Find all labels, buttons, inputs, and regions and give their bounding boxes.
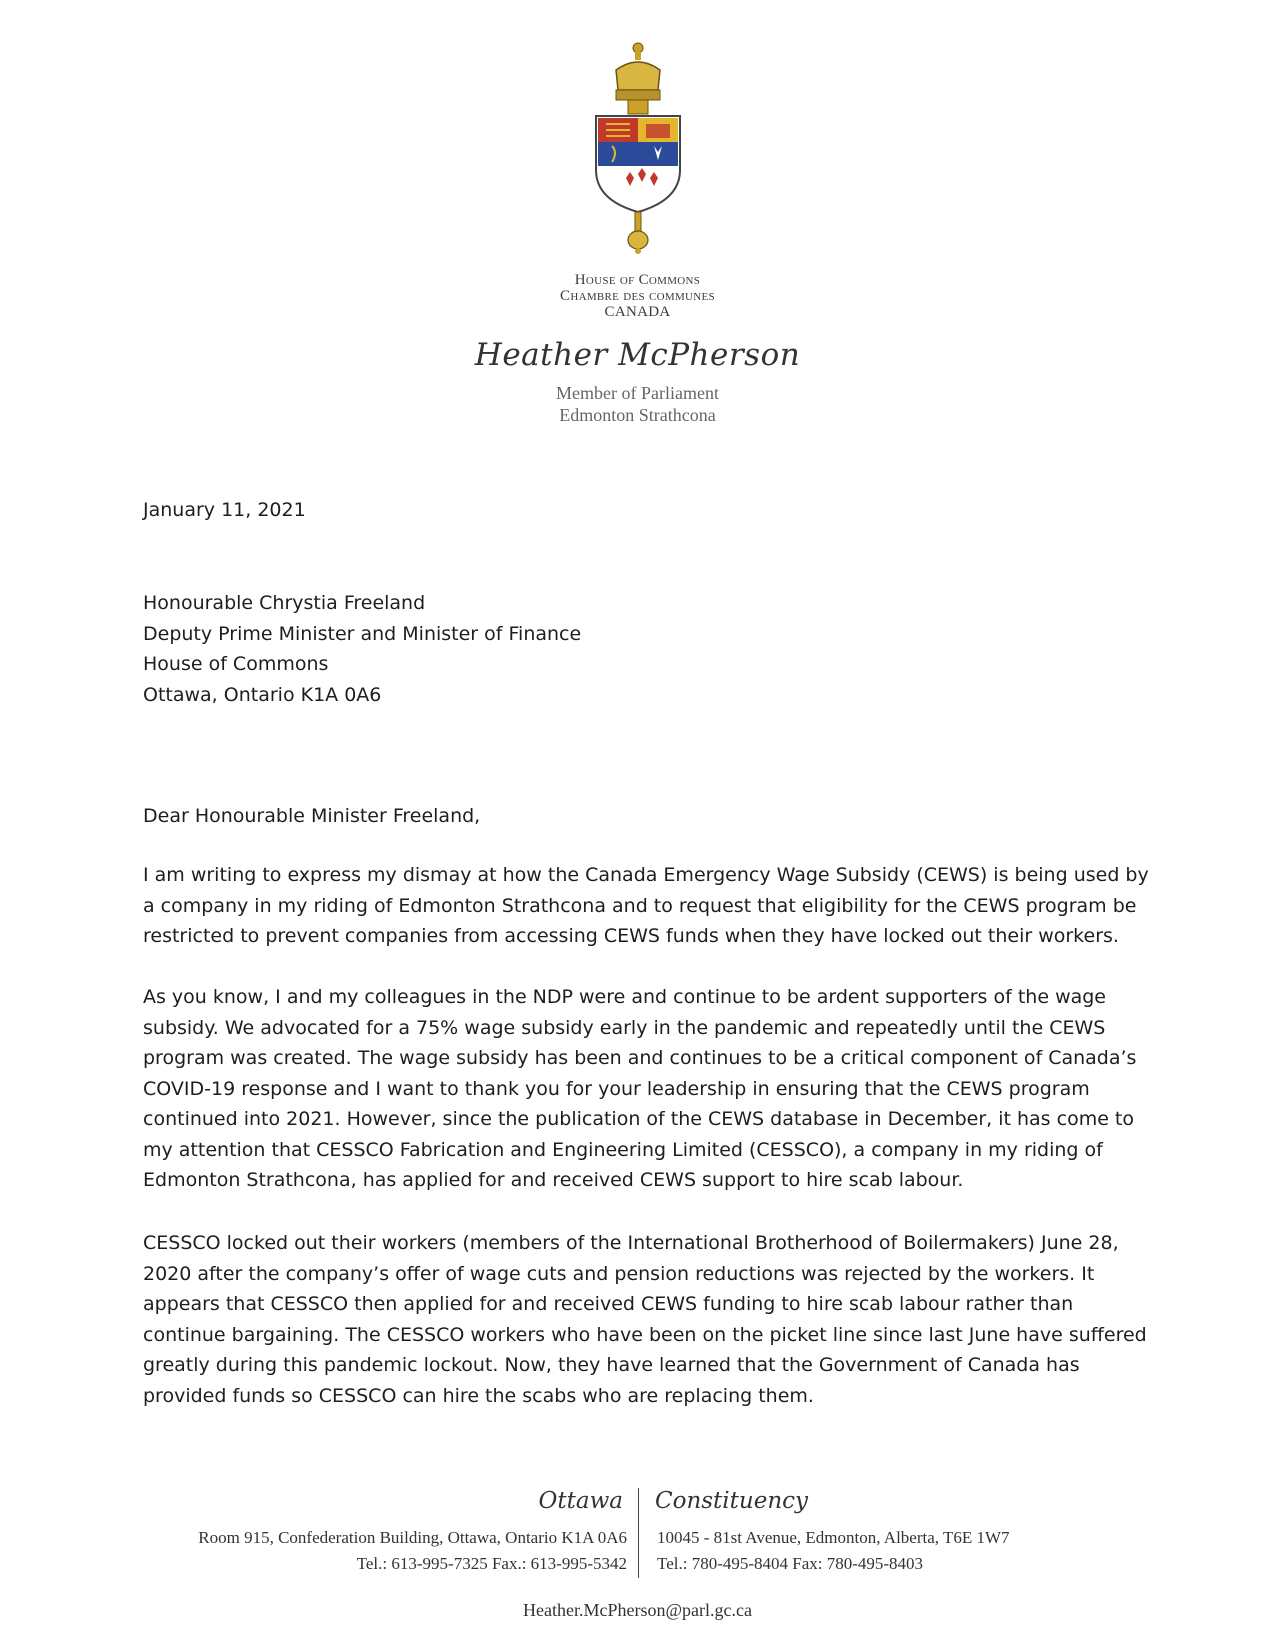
body-paragraph: I am writing to express my dismay at how the Canada Emergency Wage Subsidy (CEWS) is being used by a company in my riding of Edmonton Strathcona and to request that eligibility for the CEWS program be restricted to prevent companies from accessing CEWS funds when they have locked out their workers.: [143, 864, 1149, 947]
coat-of-arms-crest: [586, 40, 691, 255]
mp-title: Member of Parliament: [556, 383, 719, 403]
institution-name-en: House of Commons: [574, 272, 701, 288]
institution-name-fr: Chambre des communes: [560, 288, 715, 304]
footer-ottawa-heading: Ottawa: [538, 1488, 623, 1514]
mp-riding: Edmonton Strathcona: [559, 405, 716, 425]
recipient-name: Honourable Chrystia Freeland: [143, 592, 426, 614]
recipient-position: Deputy Prime Minister and Minister of Finance: [143, 622, 582, 645]
footer-constituency-address: 10045 - 81st Avenue, Edmonton, Alberta, T6E 1W7: [657, 1528, 1010, 1547]
footer-ottawa-address: Room 915, Confederation Building, Ottawa, Ontario K1A 0A6: [198, 1528, 627, 1547]
mp-name-signature: Heather McPherson: [474, 337, 801, 373]
letter-date: January 11, 2021: [143, 499, 306, 521]
footer-email: Heather.McPherson@parl.gc.ca: [523, 1600, 752, 1620]
footer-constituency-phone: Tel.: 780-495-8404 Fax: 780-495-8403: [657, 1554, 924, 1573]
recipient-org: House of Commons: [143, 653, 329, 675]
body-paragraph: CESSCO locked out their workers (members of the International Brotherhood of Boilermakers) June 28, 2020 after the company’s offer of wage cuts and pension reductions was rejected by the workers. It appears that CESSCO then applied for and received CEWS funding to hire scab labour rather than continue bargaining. The CESSCO workers who have been on the picket line since last June have suffered greatly during this pandemic lockout. Now, they have learned that the Government of Canada has provided funds so CESSCO can hire the scabs who are replacing them.: [143, 1232, 1147, 1407]
footer-divider: [638, 1488, 639, 1578]
body-paragraph: As you know, I and my colleagues in the NDP were and continue to be ardent supporters of the wage subsidy. We advocated for a 75% wage subsidy early in the pandemic and repeatedly until the CEWS program was created. The wage subsidy has been and continues to be a critical component of Canada’s COVID-19 response and I want to thank you for your leadership in ensuring that the CEWS program continued into 2021. However, since the publication of the CEWS database in December, it has come to my attention that CESSCO Fabrication and Engineering Limited (CESSCO), a company in my riding of Edmonton Strathcona, has applied for and received CEWS support to hire scab labour.: [143, 986, 1137, 1191]
salutation: Dear Honourable Minister Freeland,: [143, 805, 481, 827]
footer-ottawa-phone: Tel.: 613-995-7325 Fax.: 613-995-5342: [356, 1554, 627, 1573]
recipient-city: Ottawa, Ontario K1A 0A6: [143, 683, 382, 706]
country-label: CANADA: [604, 304, 671, 320]
footer-constituency-heading: Constituency: [655, 1488, 809, 1514]
recipient-address-block: [143, 588, 581, 710]
